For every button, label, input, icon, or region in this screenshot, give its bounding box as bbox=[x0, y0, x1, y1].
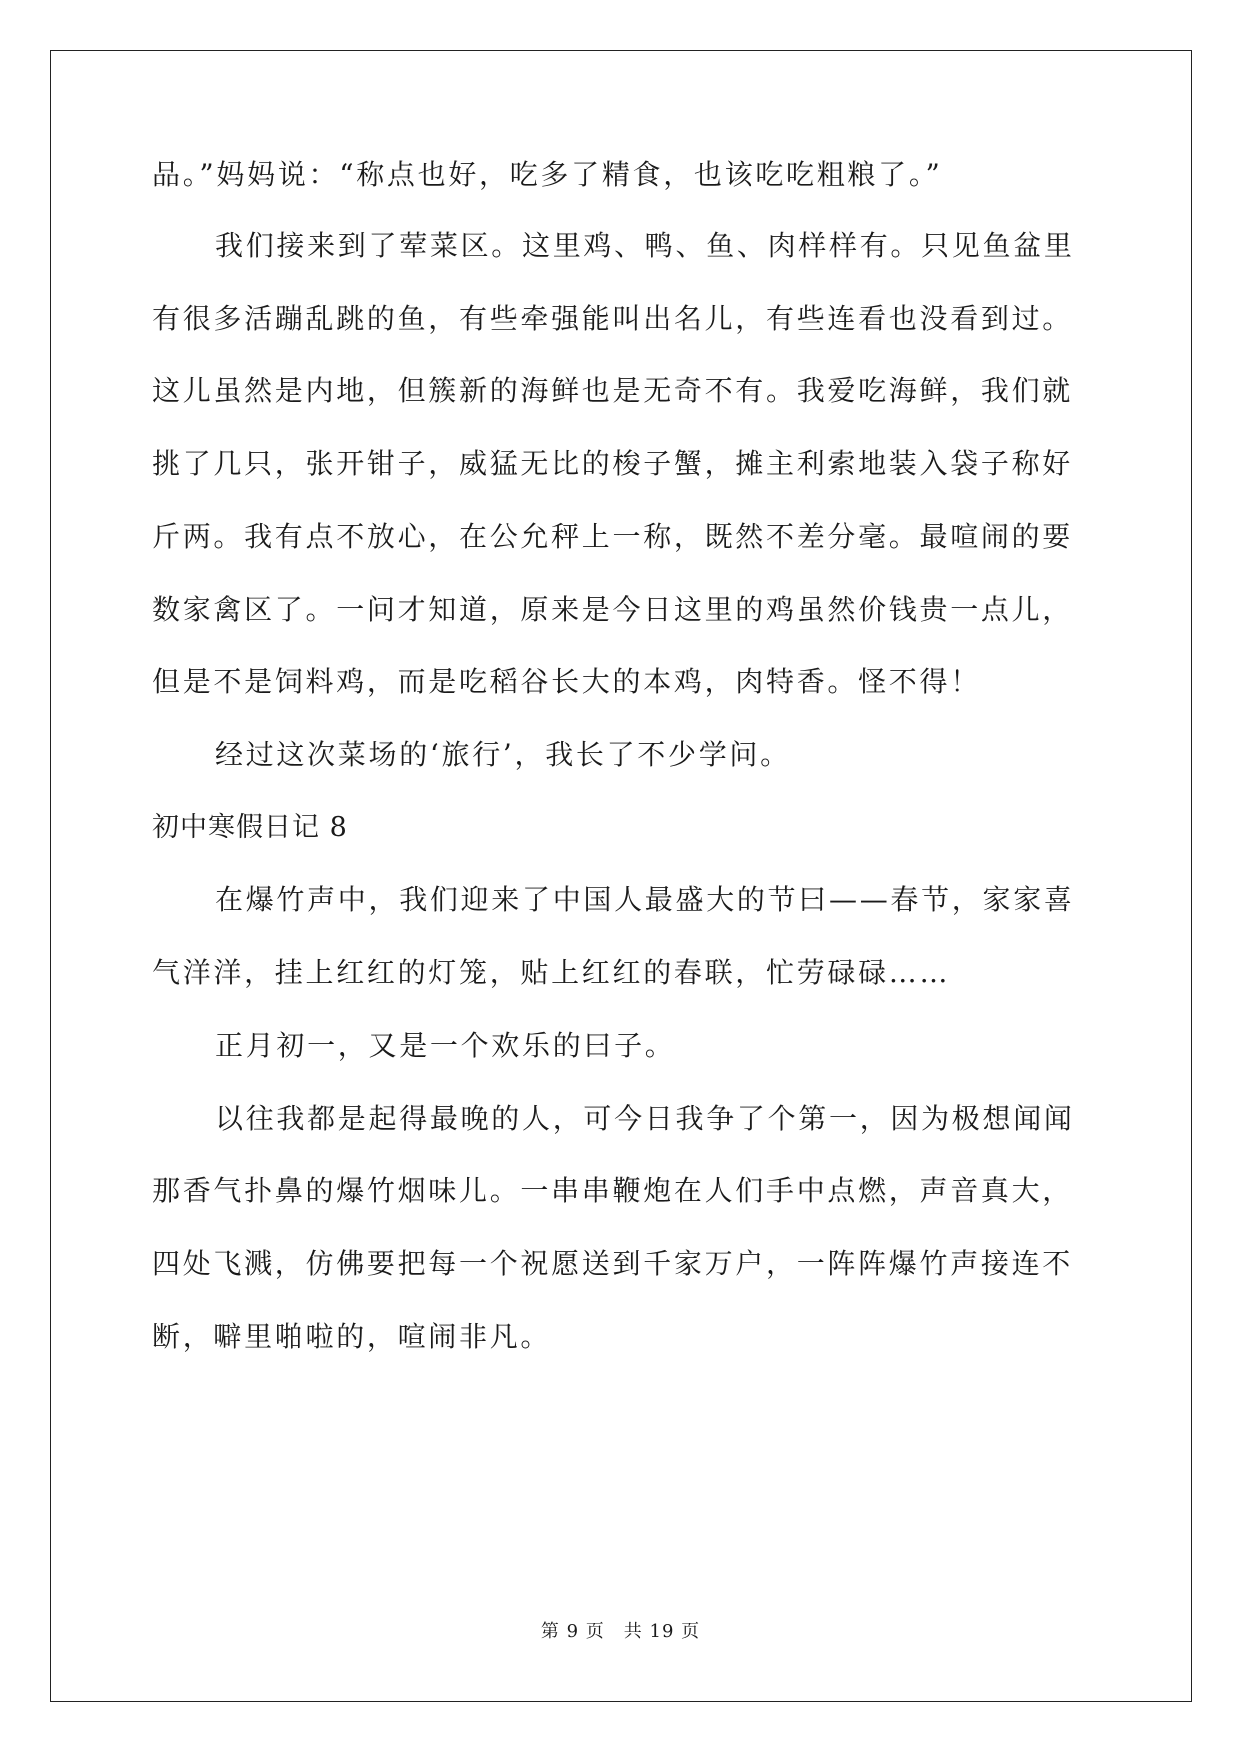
text-line: 断，噼里啪啦的，喧闹非凡。 bbox=[152, 1320, 552, 1353]
text-line: 有很多活蹦乱跳的鱼，有些牵强能叫出名儿，有些连看也没看到过。 bbox=[152, 302, 1074, 335]
text-line: 那香气扑鼻的爆竹烟味儿。一串串鞭炮在人们手中点燃，声音真大， bbox=[152, 1174, 1074, 1207]
text-line: 斤两。我有点不放心，在公允秤上一称，既然不差分毫。最喧闹的要 bbox=[152, 520, 1074, 553]
paragraph-first-line: 正月初一，又是一个欢乐的曰子。 bbox=[215, 1029, 676, 1062]
text-line: 这儿虽然是内地，但簇新的海鲜也是无奇不有。我爱吃海鲜，我们就 bbox=[152, 374, 1074, 407]
paragraph-first-line: 经过这次菜场的‘旅行’，我长了不少学问。 bbox=[215, 738, 791, 771]
page-number: 第 9 页 共 19 页 bbox=[540, 1621, 701, 1642]
text-line: 但是不是饲料鸡，而是吃稻谷长大的本鸡，肉特香。怪不得！ bbox=[152, 665, 981, 698]
text-line: 品。”妈妈说：“称点也好，吃多了精食，也该吃吃粗粮了。” bbox=[152, 158, 943, 191]
paragraph-first-line: 在爆竹声中，我们迎来了中国人最盛大的节曰——春节，家家喜 bbox=[215, 883, 1075, 916]
paragraph-first-line: 我们接来到了荤菜区。这里鸡、鸭、鱼、肉样样有。只见鱼盆里 bbox=[215, 229, 1075, 262]
page-border bbox=[50, 50, 1192, 1702]
paragraph-first-line: 以往我都是起得最晚的人，可今日我争了个第一，因为极想闻闻 bbox=[215, 1102, 1075, 1135]
text-line: 数家禽区了。一问才知道，原来是今日这里的鸡虽然价钱贵一点儿， bbox=[152, 593, 1074, 626]
section-heading: 初中寒假日记 8 bbox=[152, 812, 348, 843]
text-line: 挑了几只，张开钳子，威猛无比的梭子蟹，摊主利索地装入袋子称好 bbox=[152, 447, 1074, 480]
text-line: 四处飞溅，仿佛要把每一个祝愿送到千家万户，一阵阵爆竹声接连不 bbox=[152, 1247, 1074, 1280]
text-line: 气洋洋，挂上红红的灯笼，贴上红红的春联，忙劳碌碌…… bbox=[152, 956, 951, 989]
